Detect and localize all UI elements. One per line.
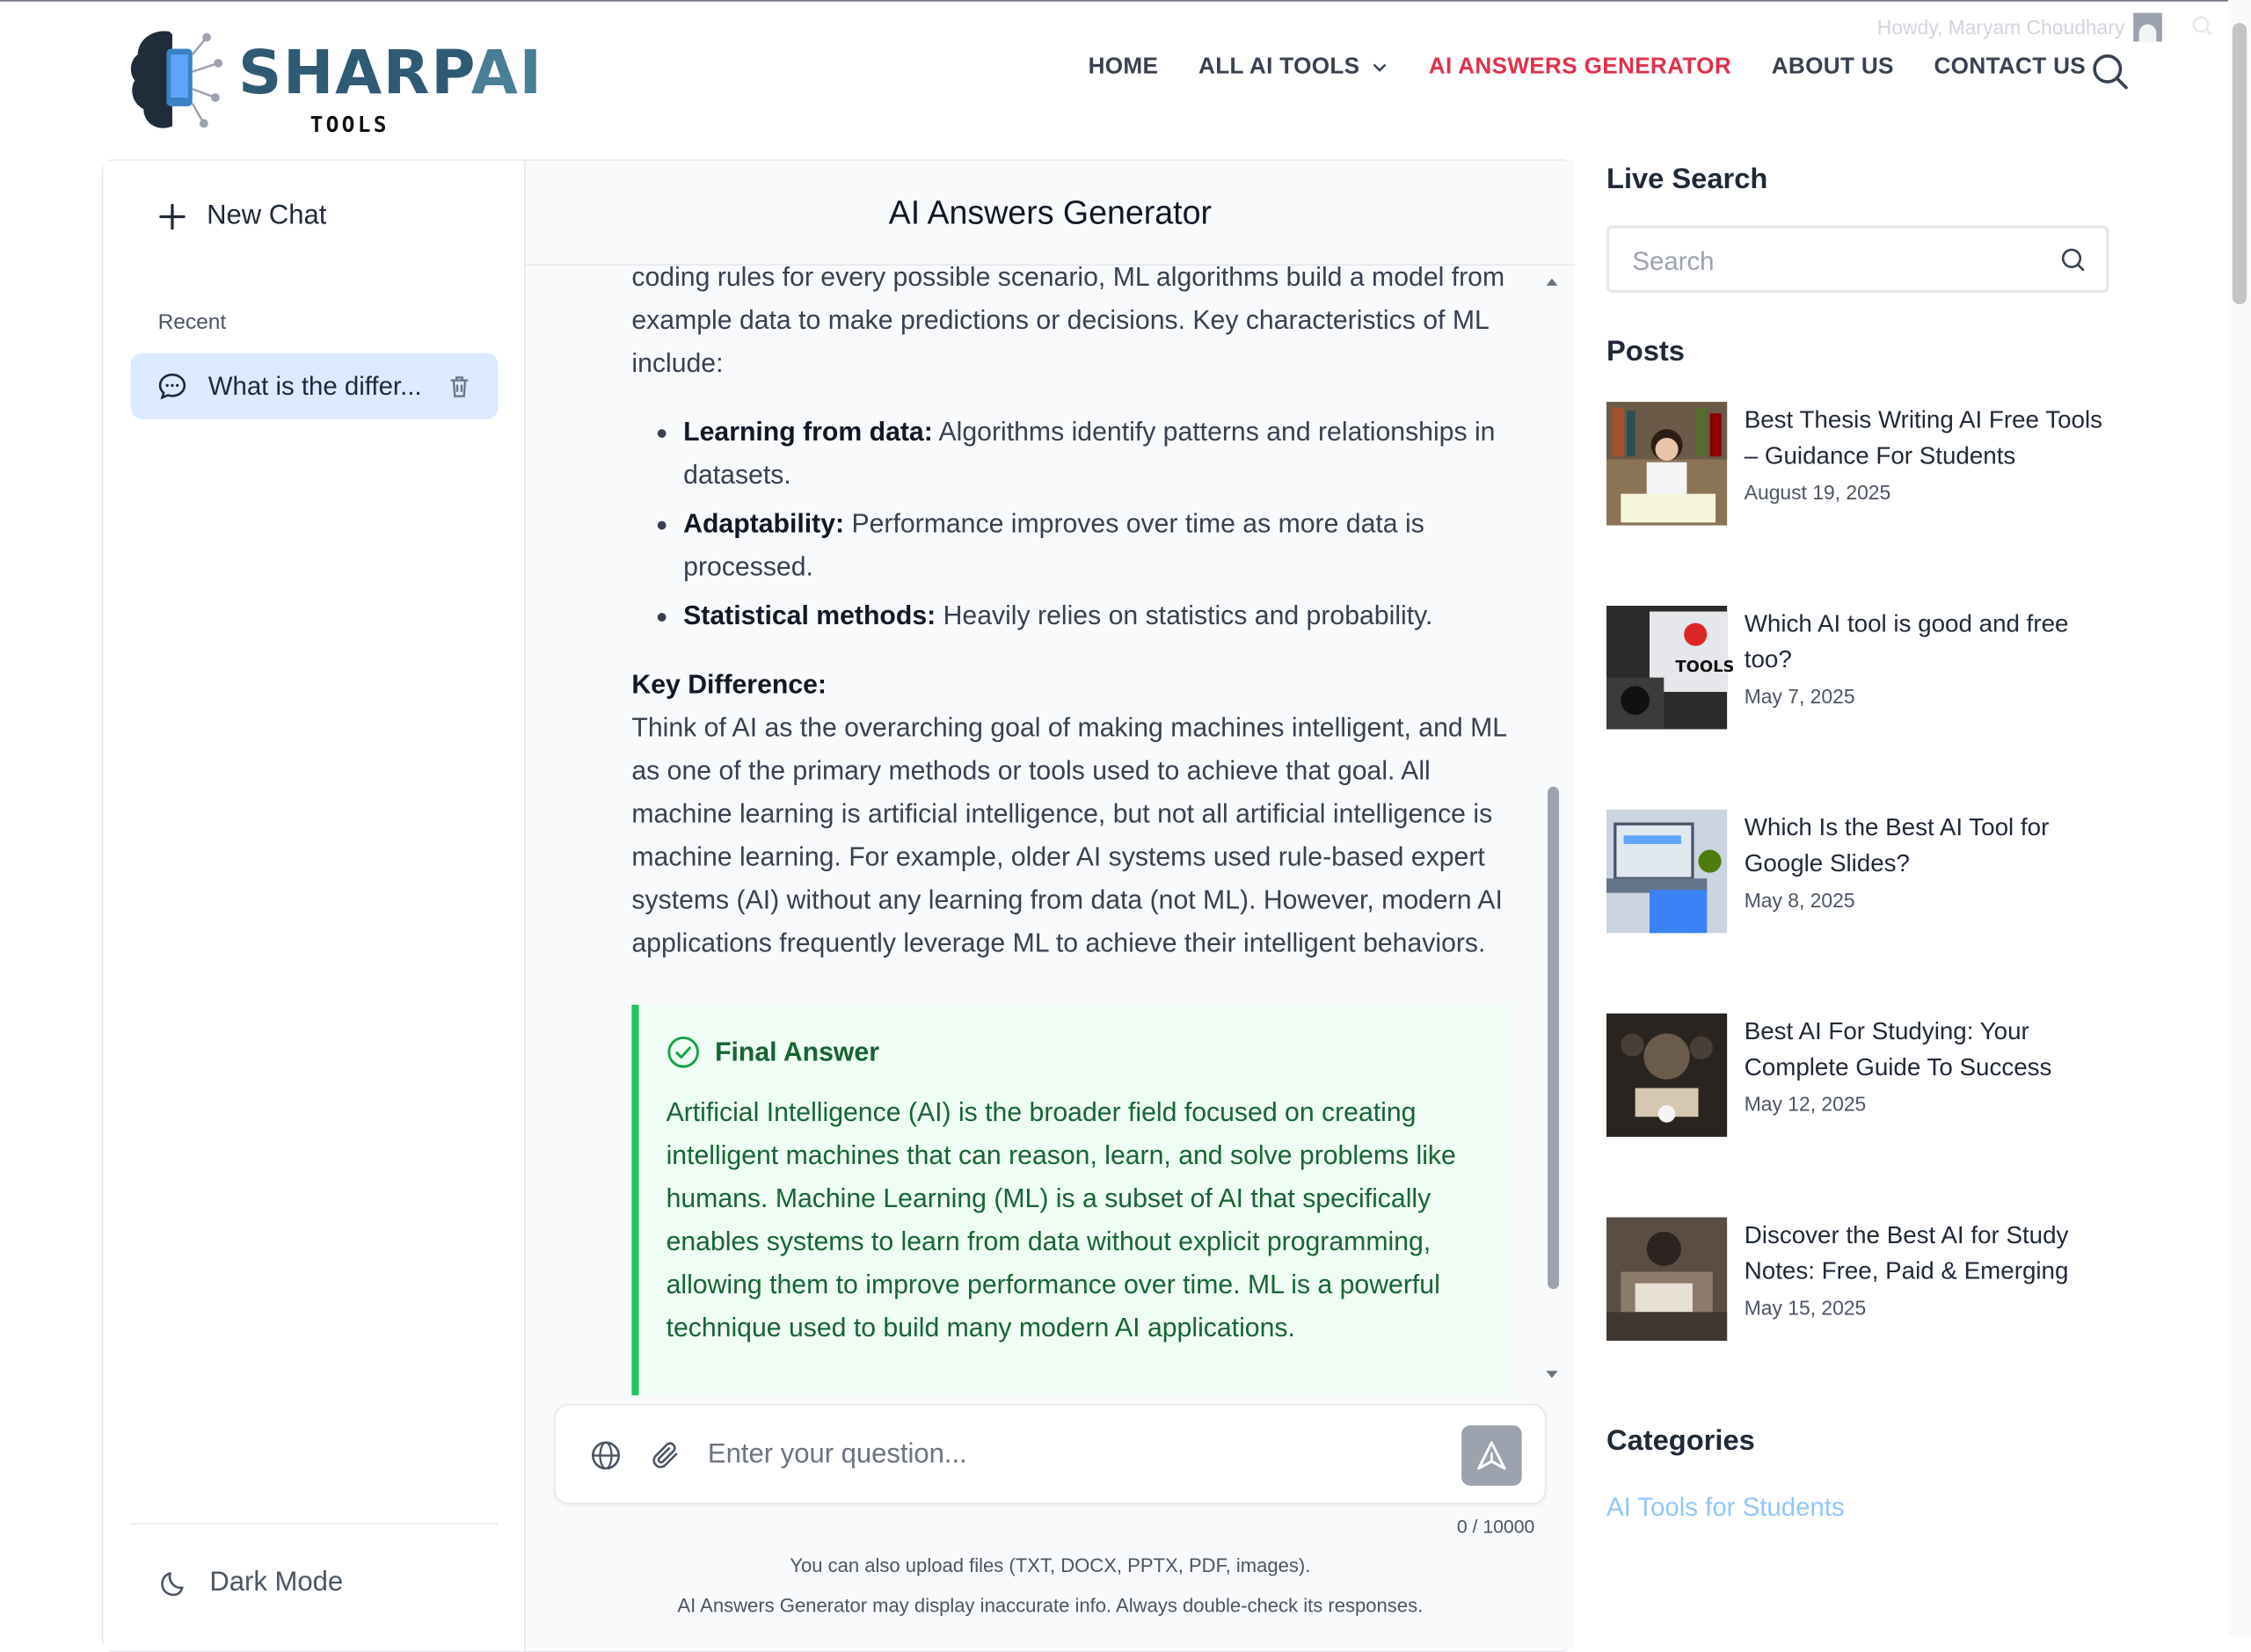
category-link[interactable]: AI Tools for Students bbox=[1606, 1493, 1845, 1522]
final-answer-text: Artificial Intelligence (AI) is the broader field focused on creating intelligent machines that can reason, learn, and solve problems like humans. Machine Learning (ML) is a subset of AI that specifically enables systems to learn from data without explicit programming, allowing them to improve performance over time. ML is a powerful technique used to build many modern AI applications. bbox=[666, 1096, 1456, 1343]
final-answer-heading: Final Answer bbox=[667, 1030, 1482, 1073]
post-item[interactable] bbox=[1606, 402, 2109, 531]
scroll-up-arrow-icon[interactable] bbox=[1545, 275, 1559, 287]
moon-icon bbox=[158, 1568, 190, 1599]
post-date: May 7, 2025 bbox=[1744, 684, 1855, 708]
admin-search-icon[interactable] bbox=[2191, 14, 2214, 37]
dark-mode-toggle[interactable] bbox=[158, 1568, 343, 1599]
post-item[interactable] bbox=[1606, 1218, 2109, 1347]
search-icon[interactable] bbox=[2060, 247, 2086, 273]
question-input[interactable] bbox=[708, 1431, 1425, 1481]
top-border bbox=[0, 0, 2251, 2]
recent-chat-title: What is the differ... bbox=[208, 371, 422, 400]
disclaimer-text: AI Answers Generator may display inaccurate info. Always double-check its responses. bbox=[677, 1594, 1424, 1617]
post-item[interactable] bbox=[1606, 810, 2109, 939]
posts-heading: Posts bbox=[1606, 336, 1685, 368]
post-title[interactable]: Discover the Best AI for Study Notes: Free, Paid & Emerging bbox=[1744, 1221, 2069, 1285]
answer-intro: coding rules for every possible scenario, ML algorithms build a model from example data to make predictions or decisions. Key characteristics of ML include: bbox=[631, 261, 1505, 378]
scroll-down-arrow-icon[interactable] bbox=[1545, 1370, 1559, 1381]
post-date: May 8, 2025 bbox=[1744, 888, 1855, 912]
live-search-heading: Live Search bbox=[1606, 164, 1768, 196]
live-search-box bbox=[1606, 225, 2109, 293]
chat-sidebar bbox=[104, 161, 526, 1651]
recent-chat-item[interactable] bbox=[131, 353, 499, 419]
post-item[interactable] bbox=[1606, 606, 2109, 735]
chat-title: AI Answers Generator bbox=[526, 161, 1576, 266]
howdy-text: Howdy, Maryam Choudhary bbox=[1876, 15, 2125, 40]
post-thumbnail[interactable] bbox=[1606, 1014, 1727, 1137]
check-circle-icon bbox=[667, 1035, 701, 1069]
new-chat-label: New Chat bbox=[207, 200, 327, 231]
upload-hint: You can also upload files (TXT, DOCX, PPTX, PDF, images). bbox=[790, 1554, 1311, 1576]
dark-mode-label: Dark Mode bbox=[209, 1567, 344, 1598]
key-difference-heading: Key Difference: bbox=[631, 668, 827, 700]
post-title[interactable]: Which AI tool is good and free too? bbox=[1744, 609, 2069, 673]
post-date: May 12, 2025 bbox=[1744, 1092, 1867, 1116]
nav-contact-us[interactable]: CONTACT US bbox=[1934, 55, 2087, 79]
post-thumbnail[interactable] bbox=[1606, 810, 1727, 933]
search-icon[interactable] bbox=[2090, 52, 2131, 92]
main-nav bbox=[1089, 55, 2086, 80]
chat-app bbox=[102, 159, 1574, 1652]
site-logo[interactable] bbox=[127, 18, 543, 138]
chat-bubble-icon bbox=[157, 370, 188, 402]
post-title[interactable]: Best Thesis Writing AI Free Tools – Guidance For Students bbox=[1744, 406, 2103, 469]
post-thumbnail[interactable] bbox=[1606, 606, 1735, 729]
messages-scrollbar[interactable] bbox=[1542, 275, 1563, 1380]
new-chat-button[interactable] bbox=[158, 201, 327, 233]
page-scrollbar[interactable] bbox=[2228, 0, 2251, 1636]
message-list[interactable] bbox=[631, 256, 1510, 1376]
post-title[interactable]: Which Is the Best AI Tool for Google Slides? bbox=[1744, 813, 2050, 877]
post-date: August 19, 2025 bbox=[1744, 480, 1891, 505]
question-composer bbox=[554, 1404, 1546, 1504]
admin-howdy[interactable] bbox=[1877, 13, 2162, 42]
post-date: May 15, 2025 bbox=[1744, 1296, 1867, 1320]
nav-about-us[interactable]: ABOUT US bbox=[1771, 55, 1894, 79]
sidebar-divider bbox=[131, 1523, 499, 1525]
recent-label: Recent bbox=[157, 309, 227, 335]
chat-main bbox=[526, 161, 1576, 1651]
scrollbar-thumb[interactable] bbox=[1548, 787, 1559, 1289]
list-item: • Statistical methods: Heavily relies on statistics and probability. bbox=[683, 594, 1510, 637]
logo-subtitle: TOOLS bbox=[310, 112, 390, 138]
plus-icon bbox=[158, 202, 187, 231]
send-button[interactable] bbox=[1461, 1425, 1522, 1486]
nav-all-ai-tools[interactable]: ALL AI TOOLS bbox=[1198, 55, 1388, 80]
svg-text:TOOLS: TOOLS bbox=[1675, 658, 1735, 677]
list-item: • Adaptability: Performance improves over time as more data is processed. bbox=[683, 502, 1510, 588]
ml-characteristics-list bbox=[683, 411, 1510, 637]
chevron-down-icon bbox=[1371, 62, 1388, 73]
live-search-input[interactable] bbox=[1632, 243, 2034, 280]
post-item[interactable] bbox=[1606, 1014, 2109, 1143]
list-item: • Learning from data: Algorithms identify patterns and relationships in datasets. bbox=[683, 411, 1510, 497]
globe-icon[interactable] bbox=[590, 1440, 622, 1472]
send-icon bbox=[1475, 1440, 1507, 1472]
nav-ai-answers-generator[interactable]: AI ANSWERS GENERATOR bbox=[1428, 55, 1732, 79]
categories-heading: Categories bbox=[1606, 1425, 1755, 1458]
key-difference-text: Think of AI as the overarching goal of making machines intelligent, and ML as one of the primary methods or tools used to achieve that goal. All machine learning is artificial intelligence, but not all artificial intelligence is machine learning. For example, older AI systems used rule-based expert systems (AI) without any learning from data (not ML). However, modern AI applications frequently leverage ML to achieve their intelligent behaviors. bbox=[631, 711, 1506, 958]
char-counter: 0 / 10000 bbox=[1456, 1516, 1535, 1538]
post-thumbnail[interactable] bbox=[1606, 1218, 1727, 1341]
brain-logo-icon bbox=[127, 23, 230, 132]
nav-home[interactable]: HOME bbox=[1088, 55, 1159, 79]
final-answer-box bbox=[631, 1005, 1510, 1395]
avatar bbox=[2133, 13, 2162, 42]
logo-wordmark: SHARPAI bbox=[238, 37, 543, 108]
trash-icon[interactable] bbox=[447, 374, 472, 399]
paperclip-icon[interactable] bbox=[651, 1440, 682, 1472]
page-scrollbar-thumb[interactable] bbox=[2233, 23, 2247, 304]
post-title[interactable]: Best AI For Studying: Your Complete Guide To Success bbox=[1744, 1017, 2052, 1081]
post-thumbnail[interactable] bbox=[1606, 402, 1727, 525]
